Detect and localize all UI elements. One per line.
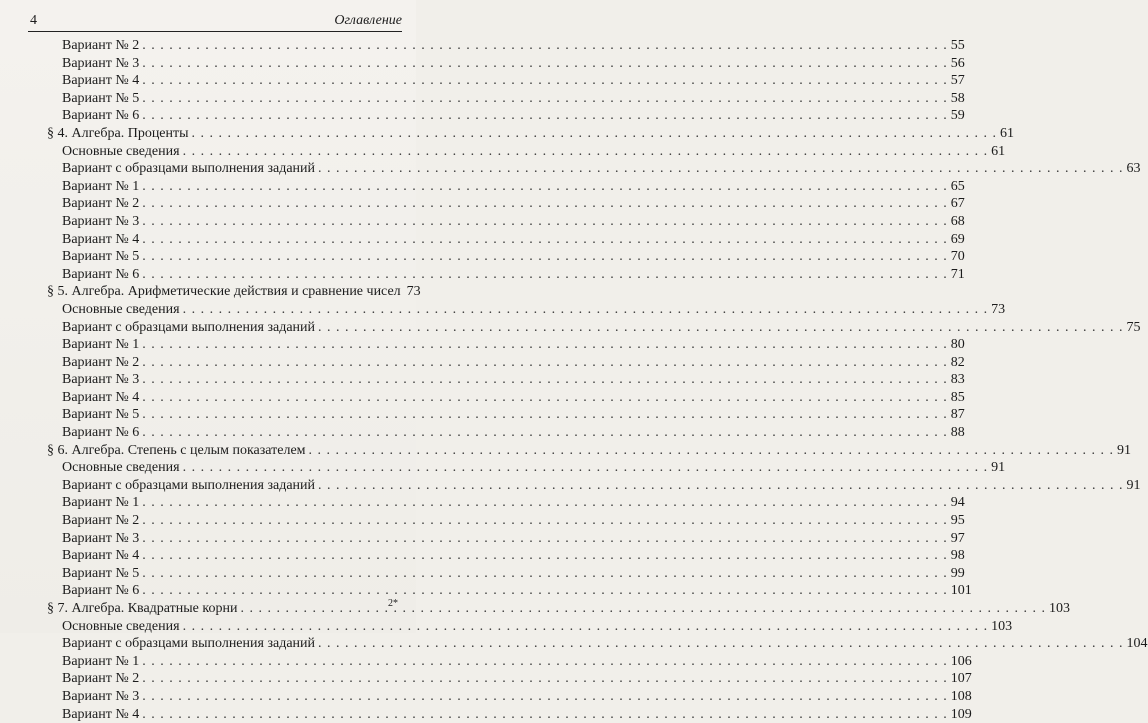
toc-entry-label: Вариант № 2	[62, 513, 140, 529]
toc-entry-page: 106	[950, 653, 972, 669]
dot-leader	[142, 354, 948, 372]
dot-leader	[142, 371, 948, 389]
toc-entry	[47, 354, 965, 372]
dot-leader	[142, 670, 948, 688]
dot-leader	[142, 424, 948, 442]
toc-entry-page: 103	[1048, 601, 1070, 616]
toc-entry	[47, 706, 972, 723]
toc-entry-label: Вариант № 3	[62, 372, 140, 388]
toc-entry-label: Вариант № 3	[62, 530, 140, 546]
toc-entry-label: Вариант № 6	[62, 108, 140, 124]
toc-entry-label: Вариант № 2	[62, 38, 140, 53]
toc-entry-page: 103	[991, 618, 1013, 634]
toc-entry	[47, 389, 965, 407]
toc-entry-label: Вариант № 1	[62, 495, 140, 511]
toc-entry-page: 98	[950, 548, 965, 564]
toc-entry	[47, 547, 965, 565]
toc-entry-page: 97	[950, 530, 965, 546]
dot-leader	[142, 266, 948, 284]
toc-entry-label: Вариант с образцами выполнения заданий	[62, 161, 316, 177]
toc-entry-label: Вариант с образцами выполнения заданий	[62, 636, 316, 652]
toc-entry-label: § 7. Алгебра. Квадратные корни	[47, 601, 238, 616]
toc-entry	[47, 406, 965, 424]
dot-leader	[183, 618, 989, 636]
toc-entry-page: 91	[1117, 442, 1132, 458]
dot-leader	[183, 301, 989, 319]
toc-entry	[47, 195, 965, 213]
toc-entry-page: 94	[950, 495, 965, 511]
toc-entry-page: 69	[950, 231, 965, 247]
toc-entry	[47, 72, 965, 90]
dot-leader	[142, 653, 948, 671]
toc-entry-page: 91	[991, 460, 1006, 476]
toc-section-entry	[47, 600, 1070, 618]
dot-leader	[142, 389, 948, 407]
toc-entry-label: Вариант с образцами выполнения заданий	[62, 319, 316, 335]
toc-entry-label: Вариант № 1	[62, 178, 140, 194]
toc-entry	[47, 635, 1148, 653]
toc-entry	[47, 55, 965, 73]
toc-entry	[47, 143, 1006, 161]
toc-entry-page: 61	[1000, 125, 1015, 141]
toc-entry-label: Вариант № 3	[62, 55, 140, 71]
dot-leader	[142, 90, 948, 108]
toc-entry	[47, 530, 965, 548]
toc-entry-page: 71	[950, 266, 965, 282]
toc-entry-page: 82	[950, 354, 965, 370]
toc-entry-page: 83	[950, 372, 965, 388]
toc-entry-label: § 6. Алгебра. Степень с целым показателем	[47, 442, 306, 458]
toc-entry	[47, 582, 972, 600]
dot-leader	[142, 231, 948, 249]
toc-entry-label: Вариант № 5	[62, 90, 140, 106]
toc-entry-page: 67	[950, 196, 965, 212]
toc-entry	[47, 512, 965, 530]
toc-entry	[47, 424, 965, 442]
dot-leader	[142, 565, 948, 583]
dot-leader	[142, 406, 948, 424]
toc-entry-label: Основные сведения	[62, 618, 180, 634]
toc-entry	[47, 160, 1141, 178]
toc-entry-page: 95	[950, 513, 965, 529]
toc-entry-page: 73	[406, 284, 421, 300]
toc-entry-page: 55	[950, 38, 965, 53]
toc-entry-page: 109	[950, 706, 972, 722]
toc-entry-page: 65	[950, 178, 965, 194]
toc-entry-page: 70	[950, 249, 965, 265]
toc-entry-page: 57	[950, 73, 965, 89]
running-header	[30, 12, 402, 32]
dot-leader	[142, 178, 948, 196]
toc-entry	[47, 565, 965, 583]
toc-entry-page: 85	[950, 389, 965, 405]
dot-leader	[142, 213, 948, 231]
dot-leader	[142, 195, 948, 213]
toc-entry	[47, 459, 1006, 477]
toc-entry	[47, 618, 1013, 636]
dot-leader	[142, 72, 948, 90]
dot-leader	[183, 143, 989, 161]
dot-leader	[142, 547, 948, 565]
dot-leader	[142, 107, 948, 125]
toc-entry-page: 58	[950, 90, 965, 106]
running-title: Оглавление	[334, 13, 402, 28]
toc-entry-label: Вариант № 4	[62, 73, 140, 89]
toc-entry	[47, 670, 972, 688]
dot-leader	[142, 512, 948, 530]
toc-entry-label: Вариант № 2	[62, 354, 140, 370]
toc-entry-page: 63	[1126, 161, 1141, 177]
toc-entry-label: Основные сведения	[62, 143, 180, 159]
toc-entry-page: 80	[950, 337, 965, 353]
toc-entry	[47, 688, 972, 706]
dot-leader	[142, 37, 948, 55]
dot-leader	[318, 160, 1124, 178]
toc-entry	[47, 266, 965, 284]
dot-leader	[240, 600, 1046, 618]
toc-entry-label: Вариант № 3	[62, 213, 140, 229]
toc-section-entry	[47, 283, 421, 301]
dot-leader	[142, 706, 948, 723]
dot-leader	[192, 125, 998, 143]
toc-entry-label: Вариант № 2	[62, 196, 140, 212]
toc-entry-label: Вариант № 6	[62, 425, 140, 441]
toc-entry-label: Вариант № 1	[62, 653, 140, 669]
dot-leader	[183, 459, 989, 477]
toc-entry-label: Вариант № 6	[62, 583, 140, 599]
toc-entry	[47, 371, 965, 389]
toc-entry-label: Вариант № 1	[62, 337, 140, 353]
toc-entry-page: 87	[950, 407, 965, 423]
toc-entry-label: Вариант № 4	[62, 548, 140, 564]
toc-entry	[47, 90, 965, 108]
dot-leader	[142, 248, 948, 266]
toc-entry-label: § 5. Алгебра. Арифметические действия и сравнение чисел	[47, 284, 401, 300]
dot-leader	[142, 582, 948, 600]
toc-entry	[47, 37, 965, 55]
toc-entry-label: Вариант № 4	[62, 389, 140, 405]
dot-leader	[142, 530, 948, 548]
toc-entry-label: § 4. Алгебра. Проценты	[47, 125, 189, 141]
dot-leader	[142, 336, 948, 354]
dot-leader	[142, 688, 948, 706]
toc-entry-label: Основные сведения	[62, 460, 180, 476]
toc-entry-label: Вариант № 5	[62, 249, 140, 265]
toc-entry	[47, 301, 1006, 319]
toc-section-entry	[47, 442, 1132, 460]
toc-section-entry	[47, 125, 1015, 143]
toc-entry-label: Вариант № 5	[62, 407, 140, 423]
page-number: 4	[30, 13, 37, 28]
toc-entry-page: 73	[991, 301, 1006, 317]
toc-entry	[47, 213, 965, 231]
dot-leader	[142, 494, 948, 512]
toc-entry-label: Вариант № 2	[62, 671, 140, 687]
toc-entry	[47, 178, 965, 196]
toc-entry-page: 104	[1126, 636, 1148, 652]
dot-leader	[318, 319, 1124, 337]
dot-leader	[318, 477, 1124, 495]
toc-entry-label: Вариант № 4	[62, 706, 140, 722]
toc-entry-page: 91	[1126, 477, 1141, 493]
toc-entry-page: 59	[950, 108, 965, 124]
table-of-contents	[47, 37, 1148, 723]
toc-entry-label: Основные сведения	[62, 301, 180, 317]
toc-entry-page: 99	[950, 565, 965, 581]
toc-entry-label: Вариант № 6	[62, 266, 140, 282]
toc-entry-page: 56	[950, 55, 965, 71]
signature-mark: 2*	[388, 598, 398, 609]
toc-entry-page: 108	[950, 688, 972, 704]
toc-entry	[47, 477, 1141, 495]
dot-leader	[309, 442, 1115, 460]
toc-entry-page: 107	[950, 671, 972, 687]
toc-entry-label: Вариант № 5	[62, 565, 140, 581]
toc-entry	[47, 231, 965, 249]
toc-entry	[47, 494, 965, 512]
toc-entry-label: Вариант с образцами выполнения заданий	[62, 477, 316, 493]
toc-entry-page: 101	[950, 583, 972, 599]
toc-entry-label: Вариант № 4	[62, 231, 140, 247]
header-rule	[28, 31, 402, 32]
toc-entry-page: 75	[1126, 319, 1141, 335]
toc-entry	[47, 319, 1141, 337]
toc-entry-page: 68	[950, 213, 965, 229]
toc-entry	[47, 248, 965, 266]
toc-entry	[47, 107, 965, 125]
toc-entry	[47, 653, 972, 671]
toc-entry-page: 61	[991, 143, 1006, 159]
toc-entry-label: Вариант № 3	[62, 688, 140, 704]
toc-entry-page: 88	[950, 425, 965, 441]
dot-leader	[318, 635, 1124, 653]
dot-leader	[142, 55, 948, 73]
toc-entry	[47, 336, 965, 354]
